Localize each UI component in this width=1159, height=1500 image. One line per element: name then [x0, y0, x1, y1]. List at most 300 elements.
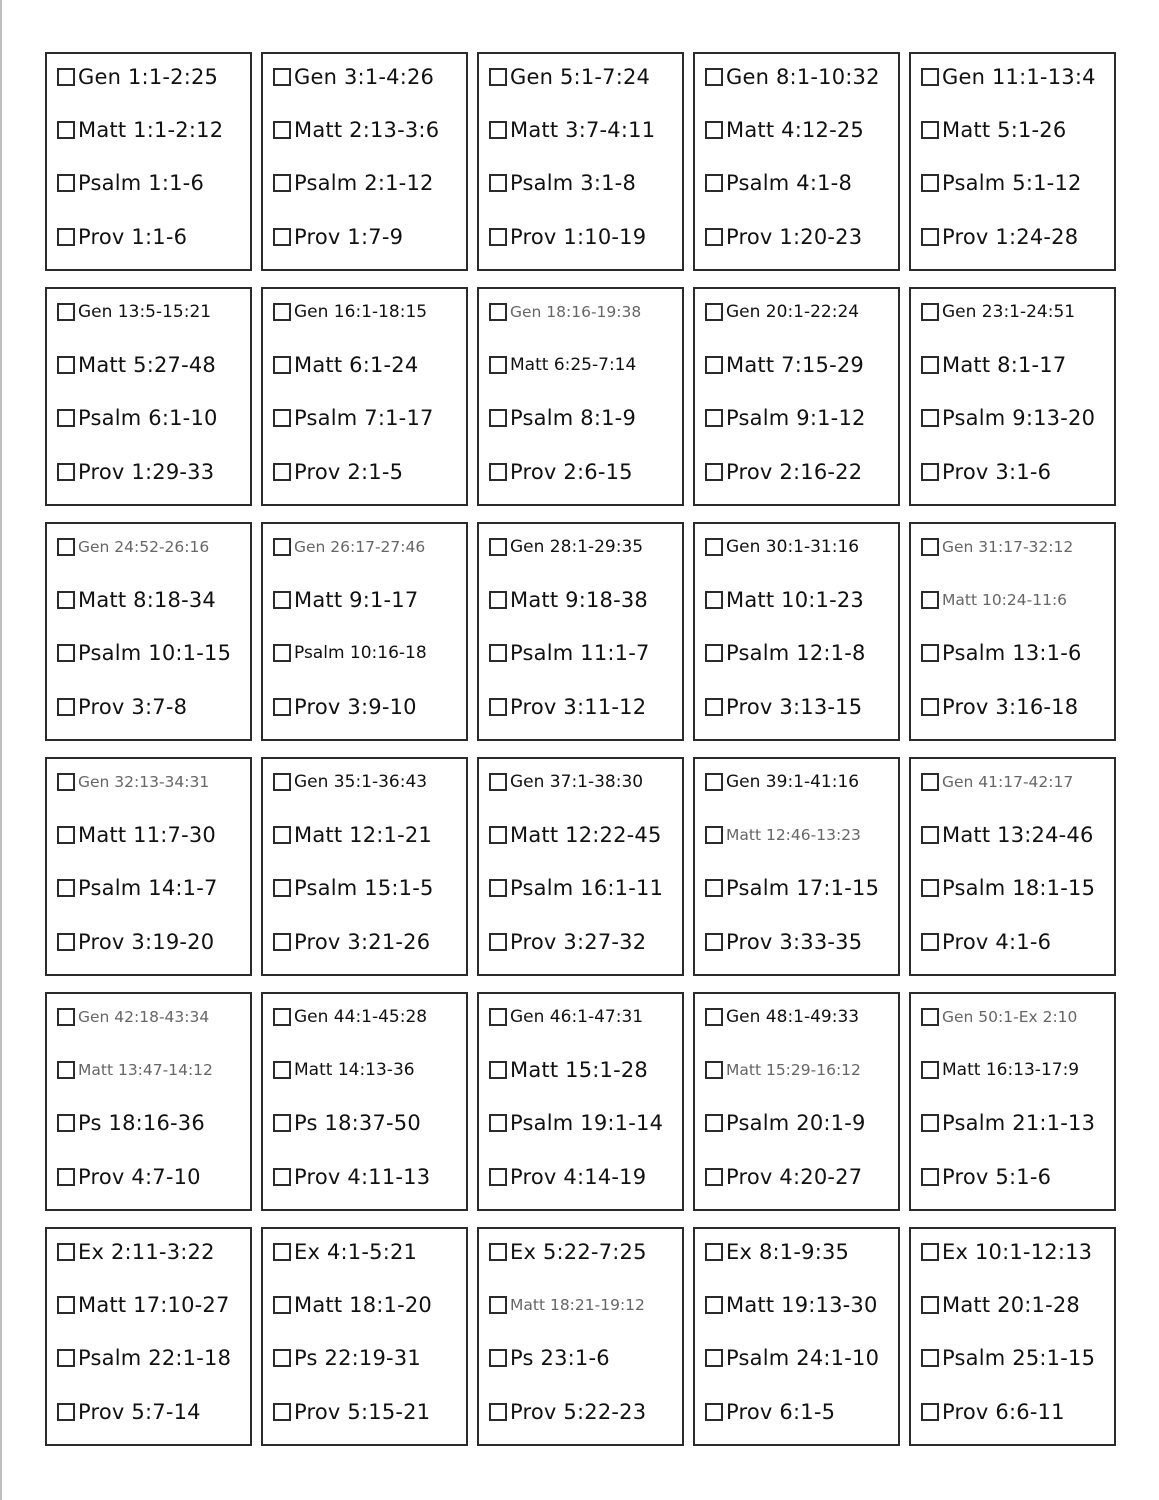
reading-item [921, 873, 1110, 903]
reading-label: Gen 1:1-2:25 [78, 65, 219, 89]
reading-item [489, 1290, 678, 1320]
checkbox[interactable] [57, 879, 75, 897]
checkbox[interactable] [921, 463, 939, 481]
reading-item [705, 1055, 894, 1085]
checkbox[interactable] [921, 538, 939, 556]
reading-item [705, 297, 894, 327]
reading-item [921, 767, 1110, 797]
reading-item [921, 1162, 1110, 1192]
checkbox[interactable] [921, 591, 939, 609]
reading-item [57, 820, 246, 850]
reading-item [273, 1343, 462, 1373]
reading-item [489, 403, 678, 433]
reading-label: Psalm 4:1-8 [726, 171, 853, 195]
reading-label: Matt 17:10-27 [78, 1293, 230, 1317]
checkbox[interactable] [57, 356, 75, 374]
reading-item [57, 403, 246, 433]
reading-label: Matt 5:1-26 [942, 118, 1067, 142]
reading-label: Gen 28:1-29:35 [510, 537, 644, 557]
reading-label: Psalm 1:1-6 [78, 171, 205, 195]
checkbox[interactable] [705, 538, 723, 556]
reading-item [57, 638, 246, 668]
reading-item [489, 820, 678, 850]
reading-label: Matt 15:29-16:12 [726, 1061, 861, 1079]
checkbox[interactable] [921, 68, 939, 86]
reading-label: Psalm 15:1-5 [294, 876, 434, 900]
checkbox[interactable] [57, 933, 75, 951]
reading-label: Psalm 21:1-13 [942, 1111, 1096, 1135]
checkbox[interactable] [705, 356, 723, 374]
reading-card [909, 522, 1116, 741]
checkbox[interactable] [57, 1403, 75, 1421]
checkbox[interactable] [705, 879, 723, 897]
checkbox[interactable] [489, 356, 507, 374]
checkbox[interactable] [273, 1114, 291, 1132]
checkbox[interactable] [273, 303, 291, 321]
reading-label: Psalm 6:1-10 [78, 406, 218, 430]
reading-item [273, 1162, 462, 1192]
reading-label: Gen 46:1-47:31 [510, 1007, 644, 1027]
checkbox[interactable] [273, 1349, 291, 1367]
checkbox[interactable] [489, 303, 507, 321]
reading-item [273, 767, 462, 797]
reading-label: Matt 8:18-34 [78, 588, 216, 612]
checkbox[interactable] [489, 538, 507, 556]
reading-label: Matt 2:13-3:6 [294, 118, 440, 142]
reading-item [705, 1343, 894, 1373]
reading-item [273, 168, 462, 198]
reading-card [45, 52, 252, 271]
reading-item [489, 1055, 678, 1085]
reading-item [489, 585, 678, 615]
reading-card [909, 992, 1116, 1211]
checkbox[interactable] [273, 538, 291, 556]
reading-item [705, 1002, 894, 1032]
checkbox[interactable] [273, 409, 291, 427]
checkbox[interactable] [57, 698, 75, 716]
checkbox[interactable] [921, 698, 939, 716]
reading-label: Psalm 8:1-9 [510, 406, 637, 430]
checkbox[interactable] [921, 826, 939, 844]
reading-label: Matt 14:13-36 [294, 1060, 415, 1080]
checkbox[interactable] [57, 1168, 75, 1186]
reading-label: Matt 9:18-38 [510, 588, 648, 612]
checkbox[interactable] [57, 174, 75, 192]
checkbox[interactable] [489, 773, 507, 791]
checkbox[interactable] [273, 1296, 291, 1314]
reading-label: Ex 5:22-7:25 [510, 1240, 647, 1264]
reading-label: Gen 41:17-42:17 [942, 773, 1074, 791]
reading-item [705, 1162, 894, 1192]
reading-item [57, 532, 246, 562]
reading-item [57, 350, 246, 380]
reading-label: Gen 35:1-36:43 [294, 772, 428, 792]
checkbox[interactable] [57, 591, 75, 609]
checkbox[interactable] [705, 121, 723, 139]
reading-item [273, 115, 462, 145]
reading-item [57, 222, 246, 252]
checkbox[interactable] [921, 1114, 939, 1132]
checkbox[interactable] [705, 303, 723, 321]
reading-card [477, 522, 684, 741]
reading-card [693, 1227, 900, 1446]
reading-label: Prov 4:14-19 [510, 1165, 647, 1189]
reading-card [909, 1227, 1116, 1446]
checkbox[interactable] [705, 463, 723, 481]
reading-label: Matt 4:12-25 [726, 118, 864, 142]
reading-label: Gen 3:1-4:26 [294, 65, 435, 89]
checkbox[interactable] [57, 1114, 75, 1132]
reading-card [45, 522, 252, 741]
reading-label: Psalm 10:16-18 [294, 643, 427, 663]
reading-item [921, 820, 1110, 850]
reading-item [705, 927, 894, 957]
reading-label: Gen 11:1-13:4 [942, 65, 1096, 89]
reading-item [273, 638, 462, 668]
reading-label: Psalm 10:1-15 [78, 641, 232, 665]
reading-label: Prov 3:11-12 [510, 695, 647, 719]
reading-item [921, 1237, 1110, 1267]
reading-item [489, 1108, 678, 1138]
reading-label: Prov 1:29-33 [78, 460, 215, 484]
reading-card [909, 757, 1116, 976]
reading-card [477, 287, 684, 506]
reading-label: Gen 30:1-31:16 [726, 537, 860, 557]
reading-label: Ex 10:1-12:13 [942, 1240, 1093, 1264]
reading-item [705, 350, 894, 380]
reading-item [273, 585, 462, 615]
reading-label: Gen 24:52-26:16 [78, 538, 210, 556]
reading-label: Matt 20:1-28 [942, 1293, 1080, 1317]
checkbox[interactable] [273, 591, 291, 609]
reading-item [921, 585, 1110, 615]
reading-label: Prov 6:6-11 [942, 1400, 1065, 1424]
checkbox[interactable] [705, 826, 723, 844]
reading-item [921, 1397, 1110, 1427]
reading-label: Psalm 20:1-9 [726, 1111, 866, 1135]
reading-card [261, 52, 468, 271]
checkbox[interactable] [273, 1061, 291, 1079]
checkbox[interactable] [705, 1349, 723, 1367]
checkbox[interactable] [921, 933, 939, 951]
reading-label: Prov 3:7-8 [78, 695, 188, 719]
reading-label: Psalm 12:1-8 [726, 641, 866, 665]
checkbox[interactable] [921, 1243, 939, 1261]
checkbox[interactable] [705, 591, 723, 609]
checkbox[interactable] [489, 826, 507, 844]
reading-item [489, 1002, 678, 1032]
checkbox[interactable] [489, 644, 507, 662]
reading-item [57, 692, 246, 722]
checkbox[interactable] [705, 1008, 723, 1026]
reading-label: Matt 11:7-30 [78, 823, 216, 847]
checkbox[interactable] [705, 644, 723, 662]
checkbox[interactable] [57, 228, 75, 246]
checkbox[interactable] [57, 463, 75, 481]
reading-item [921, 457, 1110, 487]
checkbox[interactable] [489, 591, 507, 609]
checkbox[interactable] [489, 1403, 507, 1421]
reading-label: Prov 3:21-26 [294, 930, 431, 954]
reading-item [489, 927, 678, 957]
checkbox[interactable] [489, 463, 507, 481]
reading-label: Ps 23:1-6 [510, 1346, 610, 1370]
reading-card [477, 992, 684, 1211]
checkbox[interactable] [273, 644, 291, 662]
reading-item [705, 1108, 894, 1138]
reading-item [921, 1290, 1110, 1320]
checkbox[interactable] [57, 1008, 75, 1026]
checkbox[interactable] [273, 879, 291, 897]
reading-label: Matt 9:1-17 [294, 588, 419, 612]
reading-card [477, 1227, 684, 1446]
checkbox[interactable] [489, 121, 507, 139]
reading-card [261, 1227, 468, 1446]
reading-item [921, 1108, 1110, 1138]
reading-label: Matt 1:1-2:12 [78, 118, 224, 142]
reading-card [909, 52, 1116, 271]
checkbox[interactable] [705, 933, 723, 951]
checkbox[interactable] [57, 1296, 75, 1314]
checkbox[interactable] [57, 644, 75, 662]
checkbox[interactable] [57, 68, 75, 86]
reading-label: Psalm 25:1-15 [942, 1346, 1096, 1370]
checkbox[interactable] [489, 1168, 507, 1186]
reading-item [489, 1237, 678, 1267]
reading-item [489, 168, 678, 198]
reading-item [273, 297, 462, 327]
checkbox[interactable] [273, 933, 291, 951]
reading-label: Prov 3:27-32 [510, 930, 647, 954]
reading-item [921, 350, 1110, 380]
reading-item [921, 115, 1110, 145]
reading-label: Ps 18:37-50 [294, 1111, 421, 1135]
reading-label: Prov 3:9-10 [294, 695, 417, 719]
reading-item [489, 767, 678, 797]
reading-label: Prov 1:10-19 [510, 225, 647, 249]
reading-item [705, 767, 894, 797]
checkbox[interactable] [921, 174, 939, 192]
checkbox[interactable] [273, 356, 291, 374]
reading-item [273, 692, 462, 722]
checkbox[interactable] [489, 1349, 507, 1367]
checkbox[interactable] [273, 1243, 291, 1261]
reading-item [489, 62, 678, 92]
reading-item [705, 222, 894, 252]
reading-label: Prov 2:16-22 [726, 460, 863, 484]
reading-item [489, 1162, 678, 1192]
checkbox[interactable] [705, 174, 723, 192]
reading-item [57, 1397, 246, 1427]
reading-card [693, 992, 900, 1211]
checkbox[interactable] [489, 1296, 507, 1314]
checkbox[interactable] [921, 1349, 939, 1367]
reading-label: Prov 6:1-5 [726, 1400, 836, 1424]
reading-item [705, 1290, 894, 1320]
checkbox[interactable] [489, 228, 507, 246]
reading-item [57, 115, 246, 145]
reading-item [273, 1055, 462, 1085]
reading-label: Psalm 14:1-7 [78, 876, 218, 900]
reading-label: Matt 15:1-28 [510, 1058, 648, 1082]
reading-item [705, 1237, 894, 1267]
reading-item [705, 820, 894, 850]
checkbox[interactable] [273, 826, 291, 844]
checkbox[interactable] [489, 698, 507, 716]
reading-label: Gen 26:17-27:46 [294, 538, 426, 556]
reading-item [705, 457, 894, 487]
reading-label: Gen 32:13-34:31 [78, 773, 210, 791]
reading-label: Prov 3:1-6 [942, 460, 1052, 484]
reading-label: Prov 5:15-21 [294, 1400, 431, 1424]
checkbox[interactable] [273, 1403, 291, 1421]
checkbox[interactable] [489, 933, 507, 951]
reading-item [489, 115, 678, 145]
reading-item [489, 692, 678, 722]
checkbox[interactable] [489, 174, 507, 192]
reading-label: Gen 44:1-45:28 [294, 1007, 428, 1027]
checkbox[interactable] [921, 228, 939, 246]
checkbox[interactable] [705, 68, 723, 86]
checkbox[interactable] [705, 1243, 723, 1261]
checkbox[interactable] [273, 698, 291, 716]
checkbox[interactable] [921, 121, 939, 139]
reading-label: Prov 5:7-14 [78, 1400, 201, 1424]
reading-label: Matt 6:1-24 [294, 353, 419, 377]
reading-item [489, 873, 678, 903]
checkbox[interactable] [273, 121, 291, 139]
reading-item [705, 403, 894, 433]
reading-label: Psalm 13:1-6 [942, 641, 1082, 665]
checkbox[interactable] [489, 1114, 507, 1132]
checkbox[interactable] [921, 1296, 939, 1314]
reading-label: Prov 1:24-28 [942, 225, 1079, 249]
checkbox[interactable] [489, 1061, 507, 1079]
reading-item [705, 638, 894, 668]
reading-card [477, 757, 684, 976]
checkbox[interactable] [489, 1243, 507, 1261]
checkbox[interactable] [921, 644, 939, 662]
reading-item [921, 168, 1110, 198]
reading-item [489, 297, 678, 327]
reading-item [921, 692, 1110, 722]
reading-item [57, 927, 246, 957]
reading-item [489, 1397, 678, 1427]
checkbox[interactable] [273, 773, 291, 791]
checkbox[interactable] [57, 826, 75, 844]
checkbox[interactable] [705, 1114, 723, 1132]
checkbox[interactable] [921, 356, 939, 374]
checkbox[interactable] [273, 1168, 291, 1186]
checkbox[interactable] [705, 1061, 723, 1079]
reading-label: Prov 4:7-10 [78, 1165, 201, 1189]
checkbox[interactable] [705, 409, 723, 427]
reading-label: Matt 12:22-45 [510, 823, 662, 847]
checkbox[interactable] [57, 121, 75, 139]
reading-item [921, 403, 1110, 433]
reading-label: Gen 13:5-15:21 [78, 302, 212, 322]
checkbox[interactable] [57, 1061, 75, 1079]
reading-label: Prov 1:1-6 [78, 225, 188, 249]
reading-item [273, 62, 462, 92]
reading-card [693, 522, 900, 741]
reading-item [273, 350, 462, 380]
checkbox[interactable] [57, 1243, 75, 1261]
reading-card [693, 52, 900, 271]
checkbox[interactable] [57, 1349, 75, 1367]
reading-item [57, 1290, 246, 1320]
reading-item [57, 1162, 246, 1192]
checkbox[interactable] [921, 1061, 939, 1079]
checkbox[interactable] [705, 228, 723, 246]
reading-item [57, 873, 246, 903]
reading-item [273, 1290, 462, 1320]
reading-item [57, 1343, 246, 1373]
checkbox[interactable] [273, 228, 291, 246]
reading-label: Prov 3:13-15 [726, 695, 863, 719]
checkbox[interactable] [489, 1008, 507, 1026]
reading-item [57, 297, 246, 327]
checkbox[interactable] [489, 879, 507, 897]
checkbox[interactable] [705, 698, 723, 716]
checkbox[interactable] [273, 463, 291, 481]
reading-item [57, 62, 246, 92]
reading-label: Prov 1:7-9 [294, 225, 404, 249]
checkbox[interactable] [921, 1168, 939, 1186]
reading-label: Gen 31:17-32:12 [942, 538, 1074, 556]
checkbox[interactable] [489, 409, 507, 427]
reading-label: Matt 10:1-23 [726, 588, 864, 612]
reading-plan-grid [45, 52, 1116, 1446]
reading-card [261, 287, 468, 506]
checkbox[interactable] [57, 538, 75, 556]
reading-label: Psalm 7:1-17 [294, 406, 434, 430]
checkbox[interactable] [705, 1168, 723, 1186]
reading-label: Psalm 5:1-12 [942, 171, 1082, 195]
reading-item [705, 532, 894, 562]
reading-label: Psalm 17:1-15 [726, 876, 880, 900]
reading-label: Prov 2:1-5 [294, 460, 404, 484]
checkbox[interactable] [705, 1296, 723, 1314]
checkbox[interactable] [705, 773, 723, 791]
checkbox[interactable] [921, 409, 939, 427]
checkbox[interactable] [57, 409, 75, 427]
checkbox[interactable] [57, 773, 75, 791]
reading-item [705, 168, 894, 198]
checkbox[interactable] [705, 1403, 723, 1421]
checkbox[interactable] [273, 1008, 291, 1026]
reading-item [489, 222, 678, 252]
checkbox[interactable] [489, 68, 507, 86]
reading-label: Gen 16:1-18:15 [294, 302, 428, 322]
checkbox[interactable] [921, 1008, 939, 1026]
checkbox[interactable] [57, 303, 75, 321]
checkbox[interactable] [921, 879, 939, 897]
checkbox[interactable] [273, 68, 291, 86]
reading-item [57, 1002, 246, 1032]
reading-item [57, 457, 246, 487]
reading-item [273, 927, 462, 957]
checkbox[interactable] [273, 174, 291, 192]
reading-item [705, 873, 894, 903]
reading-label: Gen 42:18-43:34 [78, 1008, 210, 1026]
checkbox[interactable] [921, 773, 939, 791]
reading-item [57, 1108, 246, 1138]
checkbox[interactable] [921, 303, 939, 321]
checkbox[interactable] [921, 1403, 939, 1421]
reading-item [273, 457, 462, 487]
reading-label: Prov 3:16-18 [942, 695, 1079, 719]
